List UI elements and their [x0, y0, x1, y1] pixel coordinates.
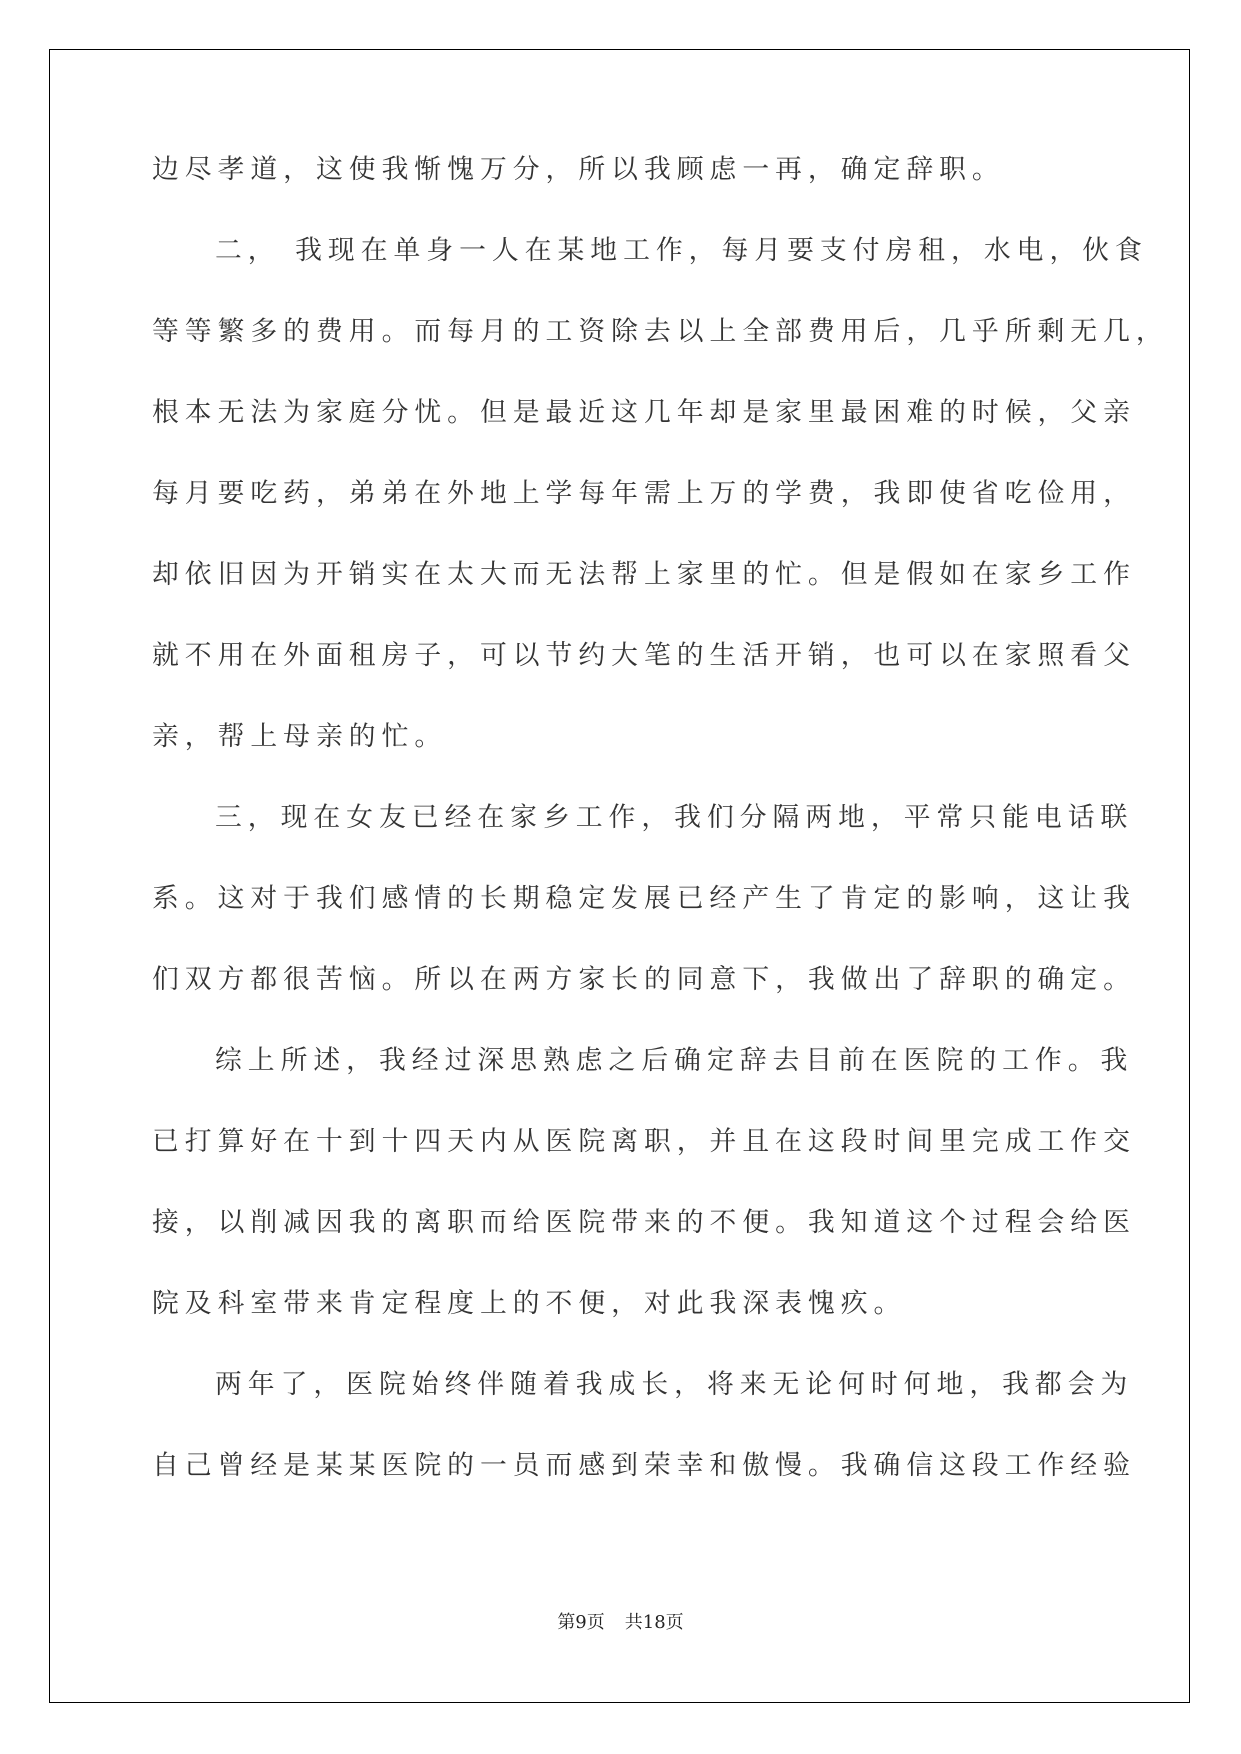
text-line: 就不用在外面租房子，可以节约大笔的生活开销，也可以在家照看父	[152, 640, 1136, 671]
document-body	[152, 154, 1169, 1533]
text-line: 系。这对于我们感情的长期稳定发展已经产生了肯定的影响，这让我	[152, 883, 1136, 914]
page-total: 共18页	[624, 1612, 684, 1633]
text-line: 两年了，医院始终伴随着我成长，将来无论何时何地，我都会为	[215, 1369, 1134, 1400]
text-line: 等等繁多的费用。而每月的工资除去以上全部费用后，几乎所剩无几，	[152, 316, 1169, 347]
text-line: 院及科室带来肯定程度上的不便，对此我深表愧疚。	[152, 1288, 907, 1319]
text-line: 们双方都很苦恼。所以在两方家长的同意下，我做出了辞职的确定。	[152, 964, 1136, 995]
text-line: 亲，帮上母亲的忙。	[152, 721, 448, 752]
text-line: 自己曾经是某某医院的一员而感到荣幸和傲慢。我确信这段工作经验	[152, 1450, 1136, 1481]
text-line: 每月要吃药，弟弟在外地上学每年需上万的学费，我即使省吃俭用，	[152, 478, 1136, 509]
text-line: 综上所述，我经过深思熟虑之后确定辞去目前在医院的工作。我	[215, 1045, 1134, 1076]
text-line: 三，现在女友已经在家乡工作，我们分隔两地，平常只能电话联	[215, 802, 1134, 833]
text-line: 根本无法为家庭分忧。但是最近这几年却是家里最困难的时候，父亲	[152, 397, 1136, 428]
text-line: 却依旧因为开销实在太大而无法帮上家里的忙。但是假如在家乡工作	[152, 559, 1136, 590]
text-line: 已打算好在十到十四天内从医院离职，并且在这段时间里完成工作交	[152, 1126, 1136, 1157]
text-line: 接，以削减因我的离职而给医院带来的不便。我知道这个过程会给医	[152, 1207, 1136, 1238]
page-footer	[0, 1612, 1241, 1634]
page-number: 第9页	[557, 1612, 605, 1633]
text-line: 边尽孝道，这使我惭愧万分，所以我顾虑一再，确定辞职。	[152, 154, 1005, 185]
text-line: 二， 我现在单身一人在某地工作，每月要支付房租，水电，伙食	[215, 235, 1148, 266]
